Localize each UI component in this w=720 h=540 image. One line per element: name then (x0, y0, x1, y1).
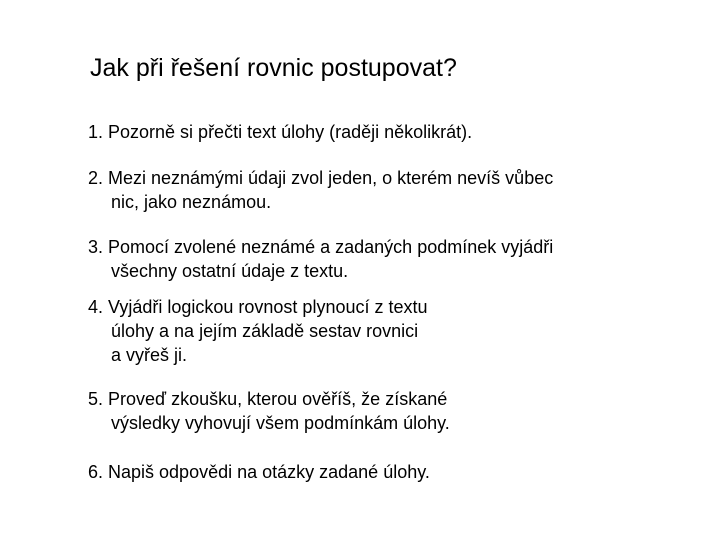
step-1-line-1: 1. Pozorně si přečti text úlohy (raději několikrát). (88, 122, 473, 142)
step-2-line-2: nic, jako neznámou. (111, 192, 272, 212)
step-3-line-2: všechny ostatní údaje z textu. (111, 261, 349, 281)
step-4 (88, 295, 688, 367)
step-5-line-1: 5. Proveď zkoušku, kterou ověříš, že získané (88, 389, 448, 409)
step-6 (88, 460, 688, 484)
step-4-line-3: a vyřeš ji. (111, 345, 188, 365)
step-2 (88, 166, 688, 214)
step-2-line-1: 2. Mezi neznámými údaji zvol jeden, o kterém nevíš vůbec (88, 168, 554, 188)
step-4-line-1: 4. Vyjádři logickou rovnost plynoucí z textu (88, 297, 428, 317)
step-3-line-1: 3. Pomocí zvolené neznámé a zadaných podmínek vyjádři (88, 237, 554, 257)
step-6-line-1: 6. Napiš odpovědi na otázky zadané úlohy. (88, 462, 430, 482)
step-1 (88, 120, 688, 144)
step-5-line-2: výsledky vyhovují všem podmínkám úlohy. (111, 413, 450, 433)
step-5 (88, 387, 688, 435)
step-3 (88, 235, 688, 283)
step-4-line-2: úlohy a na jejím základě sestav rovnici (111, 321, 419, 341)
slide-title: Jak při řešení rovnic postupovat? (90, 54, 457, 82)
